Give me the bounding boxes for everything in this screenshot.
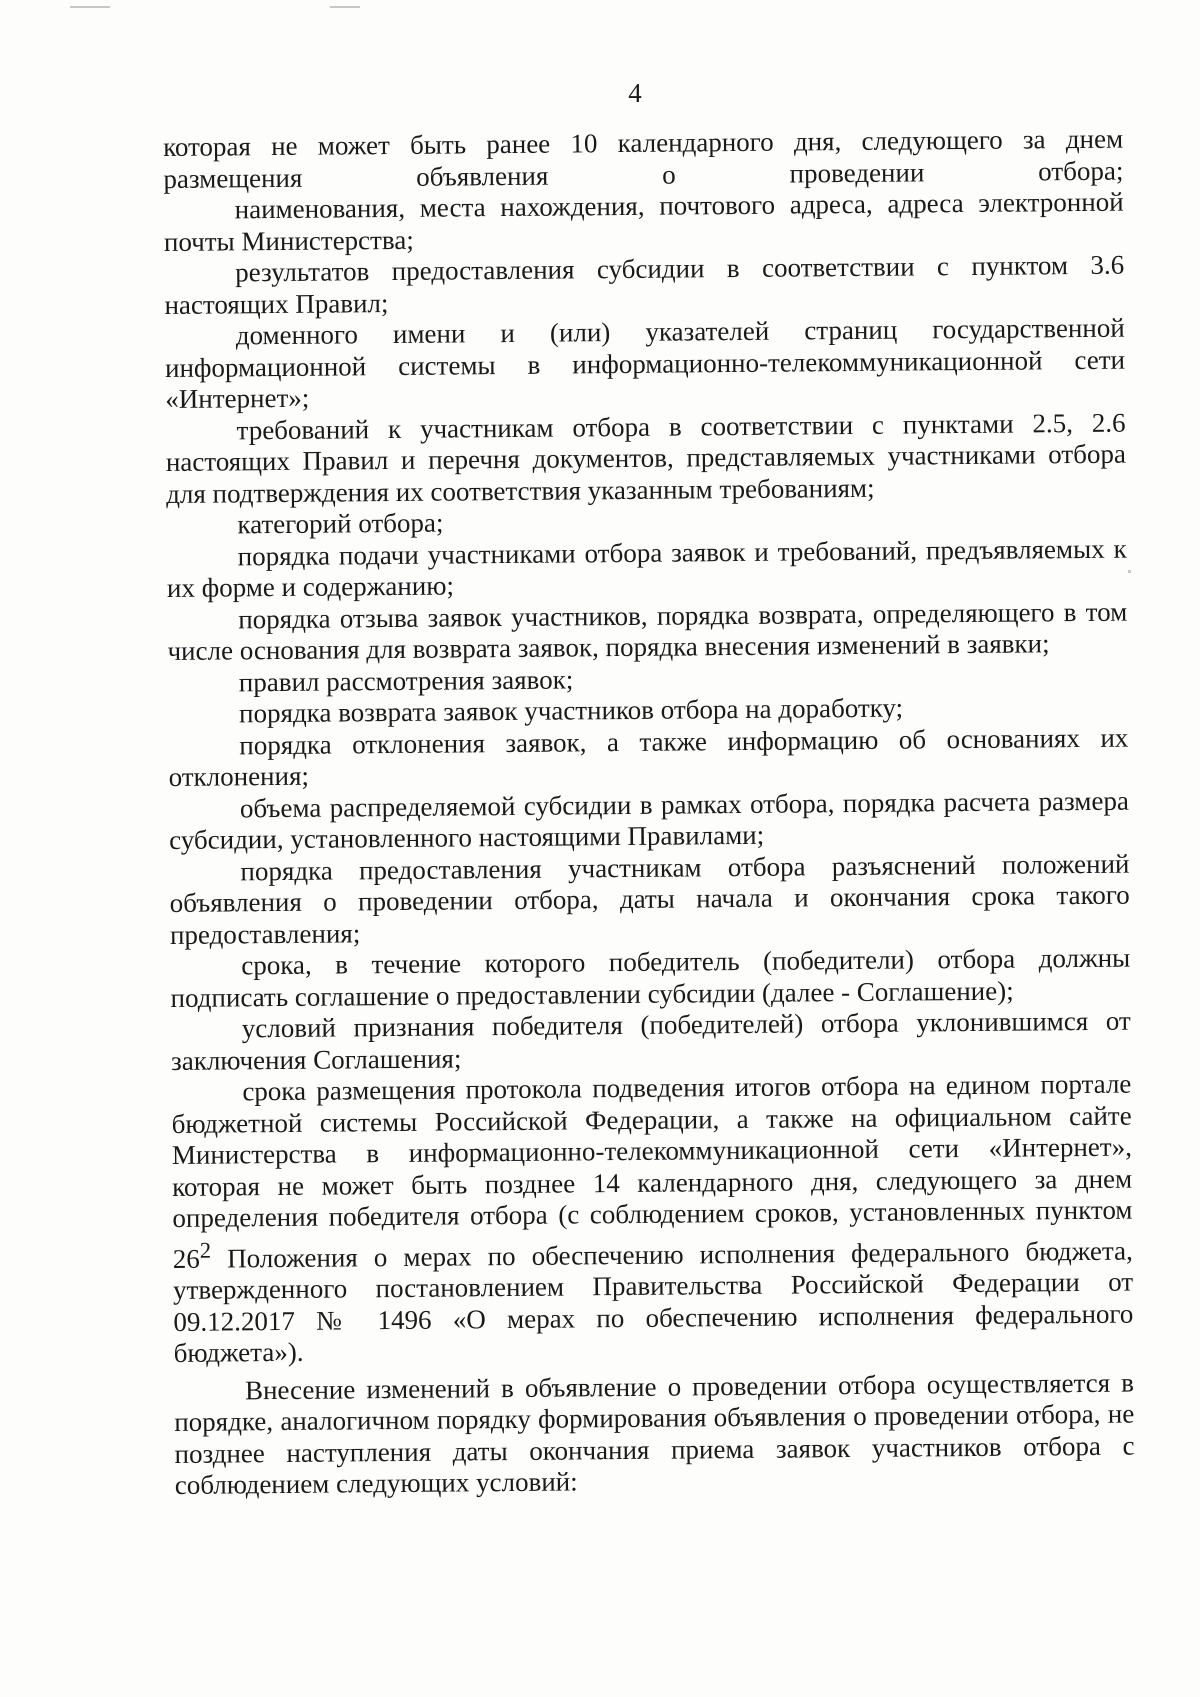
text-run: срока размещения протокола подведения итогов отбора на едином портале бюджетной системы Российской Федерации, а также на официальном сайте Министерства в информационно-телекоммуникационной сети «Интернет», которая не может быть позднее 14 календарного дня, следующего за днем определения победителя отбора (с соблюдением сроков, установленных пунктом 26 [171, 1068, 1133, 1274]
superscript: 2 [199, 1237, 212, 1263]
paragraph: условий признания победителя (победителей) отбора уклонившимся от заключения Соглашения; [170, 1005, 1131, 1076]
scan-artifact [330, 6, 360, 8]
paragraph: порядка возврата заявок участников отбора на доработку; [238, 692, 904, 729]
paragraph-protocol-deadline [171, 1069, 1134, 1370]
paragraph: требований к участникам отбора в соответствии с пунктами 2.5, 2.6 настоящих Правил и перечня документов, представляемых участниками отбора для подтверждения их соответствия указанным требованиям; [165, 407, 1126, 509]
paragraph: наименования, места нахождения, почтового адреса, адреса электронной почты Министерства; [163, 186, 1124, 257]
document-body [163, 124, 1135, 1502]
paragraph: результатов предоставления субсидии в соответствии с пунктом 3.6 настоящих Правил; [164, 249, 1125, 320]
paragraph-amendments: Внесение изменений в объявление о проведении отбора осуществляется в порядке, аналогичном порядку формирования объявления о проведении отбора, не позднее наступления даты окончания приема заявок участников отбора с соблюдением следующих условий: [174, 1367, 1135, 1500]
paragraph: доменного имени и (или) указателей страниц государственной информационной системы в информационно-телекоммуникационной сети «Интернет»; [164, 312, 1126, 414]
paragraph: категорий отбора; [237, 507, 444, 540]
text-line: которая не может быть ранее 10 календарного дня, следующего за днем размещения объявления о проведении отбора; [163, 123, 1124, 194]
scan-artifact [1128, 570, 1131, 573]
paragraph: порядка подачи участниками отбора заявок и требований, предъявляемых к их форме и содержанию; [166, 533, 1127, 603]
page-number: 4 [628, 78, 642, 108]
paragraph: объема распределяемой субсидии в рамках отбора, порядка расчета размера субсидии, установленного настоящими Правилами; [169, 785, 1129, 855]
paragraph: срока, в течение которого победитель (победители) отбора должны подписать соглашение о предоставлении субсидии (далее - Соглашение); [170, 942, 1131, 1013]
paragraph: порядка отзыва заявок участников, порядка возврата, определяющего в том числе основания для возврата заявок, порядка внесения изменений в заявки; [167, 596, 1128, 666]
paragraph: порядка предоставления участникам отбора разъяснений положений объявления о проведении отбора, даты начала и окончания срока такого предоставления; [169, 848, 1130, 950]
paragraph: правил рассмотрения заявок; [238, 663, 574, 697]
paragraph [163, 124, 1124, 195]
paragraph: порядка отклонения заявок, а также информацию об основаниях их отклонения; [168, 722, 1129, 792]
scan-artifact [70, 6, 110, 8]
text-run: Положения о мерах по обеспечению исполнения федерального бюджета, утвержденного постановлением Правительства Российской Федерации от 09.12.2017 № 1496 «О мерах по обеспечению исполнения федерального бюджета»). [172, 1235, 1134, 1368]
